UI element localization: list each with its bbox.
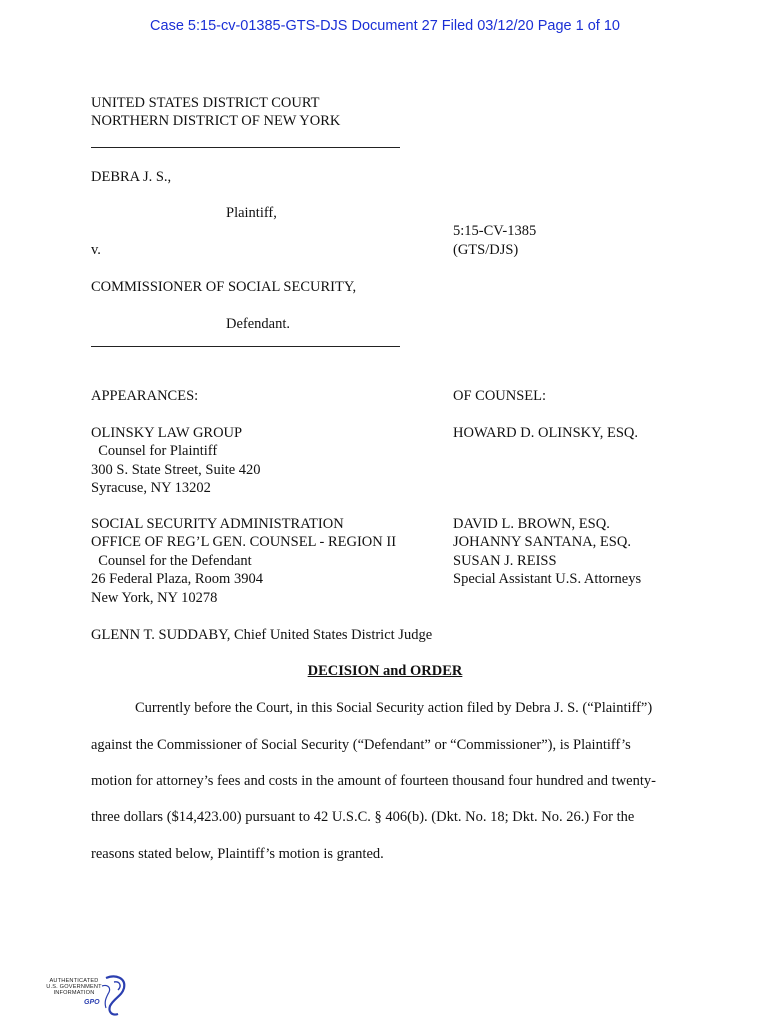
appearances-heading: APPEARANCES: — [91, 388, 199, 404]
body-line-2: against the Commissioner of Social Security (“Defendant” or “Commissioner”), is Plaintiff’s — [91, 737, 631, 753]
defendant-address-city: New York, NY 10278 — [91, 590, 218, 606]
defendant-name: COMMISSIONER OF SOCIAL SECURITY, — [91, 279, 357, 295]
body-line-1: Currently before the Court, in this Social Security action filed by Debra J. S. (“Plaintiff”) — [135, 700, 653, 716]
plaintiff-counsel-role: Counsel for Plaintiff — [91, 443, 218, 459]
body-line-4: three dollars ($14,423.00) pursuant to 42 U.S.C. § 406(b). (Dkt. No. 18; Dkt. No. 26.) For the — [91, 809, 635, 825]
case-number: 5:15-CV-1385 — [453, 223, 537, 239]
caption-rule-top — [91, 147, 400, 148]
defendant-office: OFFICE OF REG’L GEN. COUNSEL - REGION II — [91, 534, 397, 550]
body-line-5: reasons stated below, Plaintiff’s motion is granted. — [91, 846, 384, 862]
versus: v. — [91, 242, 101, 258]
gpo-authentication-seal — [44, 972, 134, 1018]
plaintiff-address-city: Syracuse, NY 13202 — [91, 480, 211, 496]
case-header-stamp: Case 5:15-cv-01385-GTS-DJS Document 27 Filed 03/12/20 Page 1 of 10 — [150, 18, 620, 34]
defendant-of-counsel-2: JOHANNY SANTANA, ESQ. — [453, 534, 631, 550]
document-title: DECISION and ORDER — [307, 663, 463, 679]
body-line-3: motion for attorney’s fees and costs in the amount of fourteen thousand four hundred and twenty- — [91, 773, 656, 789]
court-name-line2: NORTHERN DISTRICT OF NEW YORK — [91, 113, 341, 129]
gpo-letters: GPO — [84, 999, 100, 1006]
defendant-of-counsel-3: SUSAN J. REISS — [453, 553, 557, 569]
defendant-agency: SOCIAL SECURITY ADMINISTRATION — [91, 516, 344, 532]
caption-rule-bottom — [91, 346, 400, 347]
plaintiff-of-counsel: HOWARD D. OLINSKY, ESQ. — [453, 425, 639, 441]
defendant-of-counsel-title: Special Assistant U.S. Attorneys — [453, 571, 642, 587]
of-counsel-heading: OF COUNSEL: — [453, 388, 547, 404]
plaintiff-name: DEBRA J. S., — [91, 169, 172, 185]
gpo-seal-text: AUTHENTICATED U.S. GOVERNMENT INFORMATION — [46, 978, 102, 996]
judge-line: GLENN T. SUDDABY, Chief United States District Judge — [91, 627, 433, 643]
plaintiff-role: Plaintiff, — [226, 205, 277, 221]
plaintiff-address-street: 300 S. State Street, Suite 420 — [91, 462, 261, 478]
defendant-role: Defendant. — [226, 316, 291, 332]
case-judges: (GTS/DJS) — [453, 242, 519, 258]
court-name-line1: UNITED STATES DISTRICT COURT — [91, 95, 320, 111]
plaintiff-firm: OLINSKY LAW GROUP — [91, 425, 243, 441]
defendant-of-counsel-1: DAVID L. BROWN, ESQ. — [453, 516, 610, 532]
defendant-counsel-role: Counsel for the Defendant — [91, 553, 252, 569]
defendant-address-street: 26 Federal Plaza, Room 3904 — [91, 571, 263, 587]
